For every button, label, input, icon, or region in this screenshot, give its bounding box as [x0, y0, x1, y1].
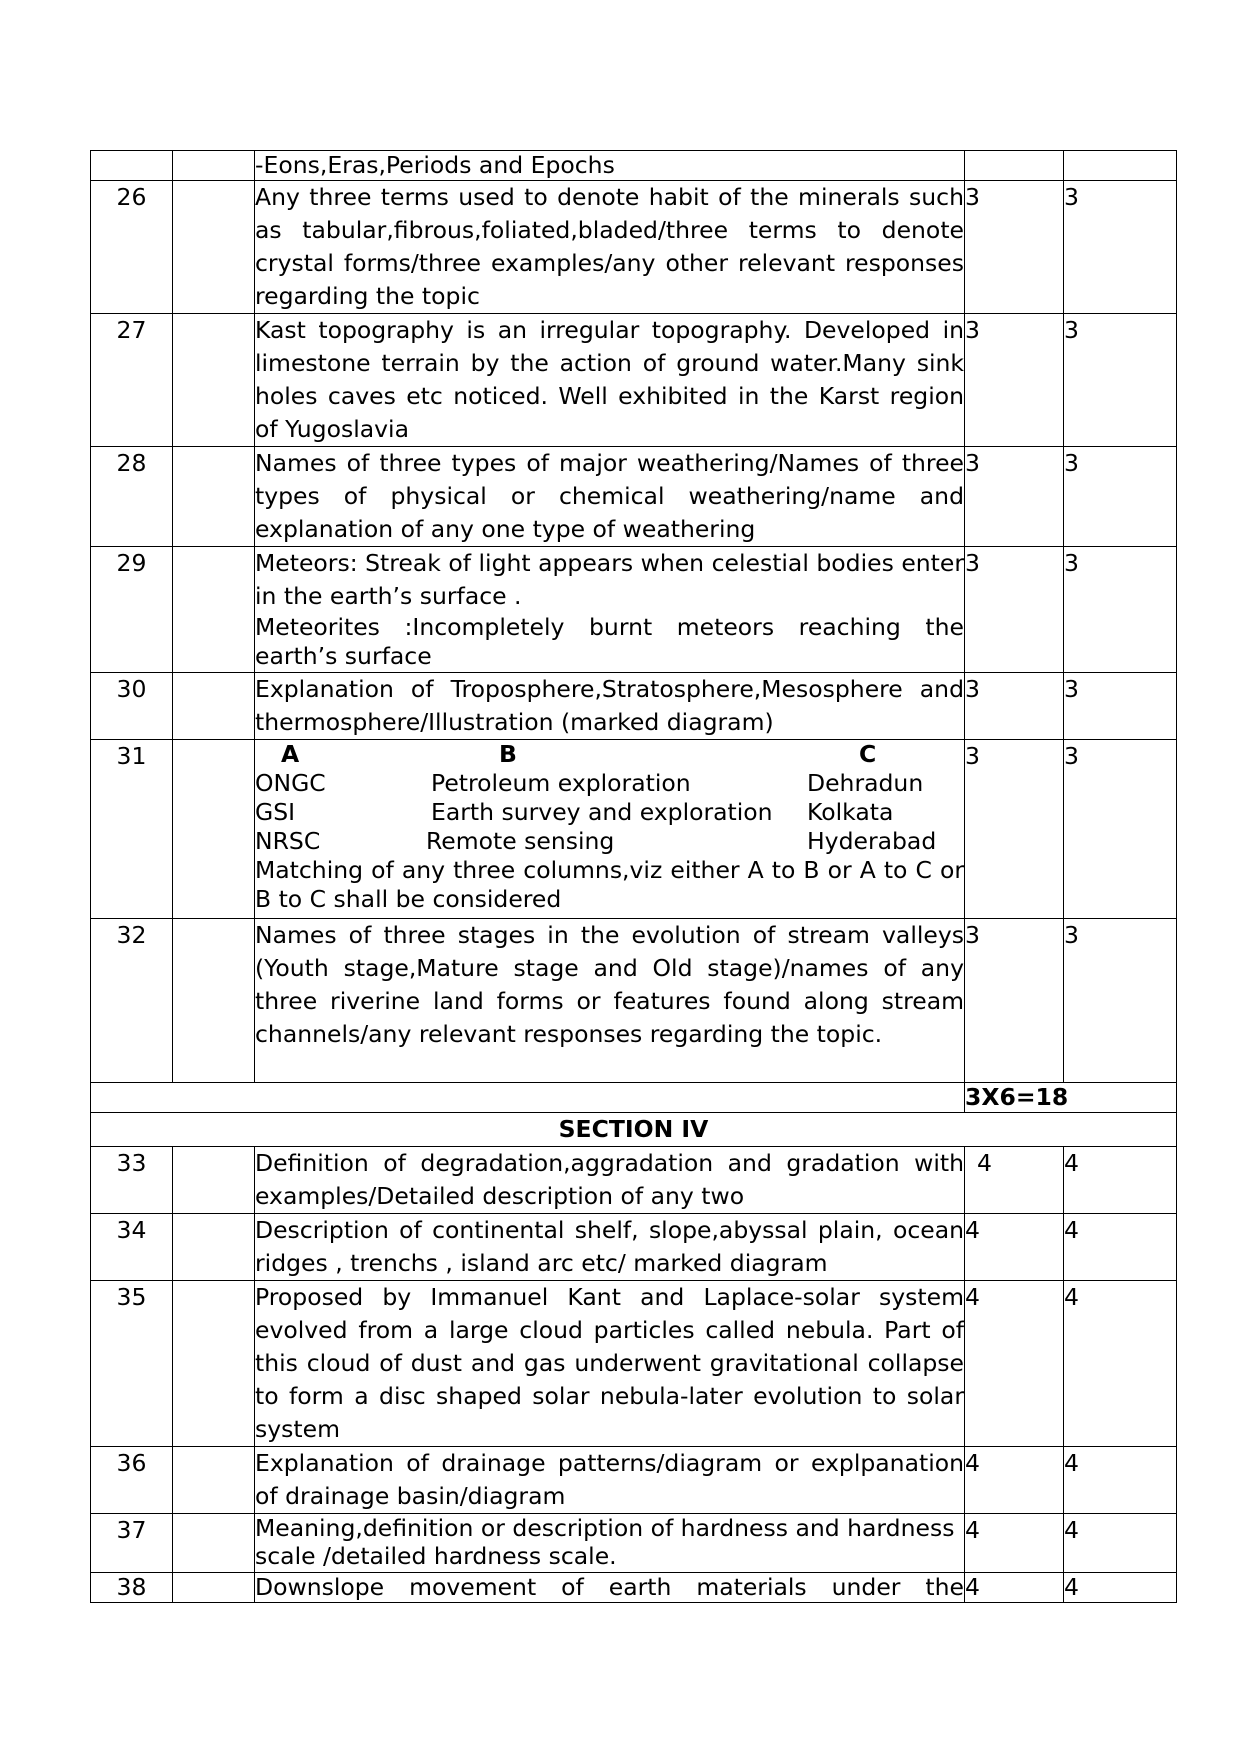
total-marks-cell: 3 — [1064, 547, 1177, 673]
matching-note: Matching of any three columns,viz either A to B or A to C or B to C shall be considered — [255, 856, 964, 913]
question-number: 27 — [91, 314, 173, 447]
organisation-function: Earth survey and exploration — [431, 798, 773, 826]
answer-text: -Eons,Eras,Periods and Epochs — [255, 151, 965, 181]
question-number: 35 — [91, 1281, 173, 1447]
question-number: 34 — [91, 1214, 173, 1281]
blank-cell — [173, 673, 255, 740]
marks-cell: 4 — [965, 1281, 1064, 1447]
section-heading: SECTION IV — [91, 1113, 1177, 1147]
blank-cell — [173, 547, 255, 673]
section-total: 3X6=18 — [965, 1083, 1177, 1113]
total-marks-cell: 3 — [1064, 740, 1177, 919]
table-row — [91, 1147, 1177, 1214]
organisation-location: Kolkata — [807, 798, 894, 826]
question-number: 29 — [91, 547, 173, 673]
table-row — [91, 447, 1177, 547]
answer-text: Definition of degradation,aggradation and gradation with examples/Detailed description of any two — [255, 1147, 965, 1214]
marks-cell: 3 — [965, 314, 1064, 447]
blank-cell — [173, 919, 255, 1083]
blank-cell — [173, 1281, 255, 1447]
answer-text: Kast topography is an irregular topography. Developed in limestone terrain by the action of ground water.Many sink holes caves etc noticed. Well exhibited in the Karst region of Yugoslavia — [255, 314, 965, 447]
total-marks-cell: 3 — [1064, 447, 1177, 547]
organisation-function: Petroleum exploration — [431, 769, 691, 797]
total-marks-cell: 3 — [1064, 314, 1177, 447]
answer-text: Explanation of drainage patterns/diagram or explpanation of drainage basin/diagram — [255, 1447, 965, 1514]
answer-text: Any three terms used to denote habit of the minerals such as tabular,fibrous,foliated,bladed/three terms to denote crystal forms/three examples/any other relevant responses regarding the topic — [255, 181, 965, 314]
total-marks-cell: 4 — [1064, 1447, 1177, 1514]
marks-cell: 3 — [965, 673, 1064, 740]
section-heading-row — [91, 1113, 1177, 1147]
marks-cell: 4 — [965, 1573, 1064, 1603]
marks-cell: 4 — [965, 1147, 1064, 1214]
table-row — [91, 1214, 1177, 1281]
answer-text: Description of continental shelf, slope,abyssal plain, ocean ridges , trenchs , island arc etc/ marked diagram — [255, 1214, 965, 1281]
blank-cell — [173, 1447, 255, 1514]
table-row — [91, 181, 1177, 314]
question-number: 30 — [91, 673, 173, 740]
answer-text: Names of three stages in the evolution of stream valleys (Youth stage,Mature stage and Old stage)/names of any three riverine land forms or features found along stream channels/any relevant responses regarding the topic. — [255, 919, 965, 1083]
blank-cell — [173, 151, 255, 181]
total-marks-cell: 4 — [1064, 1147, 1177, 1214]
table-row — [91, 1447, 1177, 1514]
column-c-header: C — [859, 740, 877, 768]
blank-cell — [91, 1083, 965, 1113]
column-a-header: A — [281, 740, 300, 768]
marks-cell: 4 — [965, 1447, 1064, 1514]
marks-cell: 4 — [965, 1514, 1064, 1573]
column-b-header: B — [499, 740, 517, 768]
marks-cell — [965, 151, 1064, 181]
answer-text: Downslope movement of earth materials under the — [255, 1573, 964, 1601]
meteors-definition: Meteors: Streak of light appears when celestial bodies enter in the earth’s surface . — [255, 549, 964, 610]
blank-cell — [173, 1147, 255, 1214]
matching-grid — [255, 740, 964, 856]
table-row — [91, 151, 1177, 181]
question-number: 38 — [91, 1573, 173, 1603]
table-row — [91, 1573, 1177, 1603]
marking-scheme-table — [90, 150, 1177, 1603]
blank-cell — [173, 1514, 255, 1573]
answer-text: Meaning,definition or description of hardness and hardness scale /detailed hardness scale. — [255, 1514, 965, 1573]
answer-text — [255, 547, 965, 673]
marks-cell: 3 — [965, 181, 1064, 314]
organisation-name: GSI — [255, 798, 296, 826]
blank-cell — [173, 740, 255, 919]
marks-cell: 3 — [965, 547, 1064, 673]
marks-cell: 4 — [965, 1214, 1064, 1281]
table-row — [91, 740, 1177, 919]
total-marks-cell: 4 — [1064, 1573, 1177, 1603]
blank-cell — [173, 447, 255, 547]
marks-cell: 3 — [965, 447, 1064, 547]
marks-cell: 3 — [965, 740, 1064, 919]
total-marks-cell: 3 — [1064, 673, 1177, 740]
table-row — [91, 314, 1177, 447]
matching-answer — [255, 740, 965, 919]
answer-text: Explanation of Troposphere,Stratosphere,Mesosphere and thermosphere/Illustration (marked diagram) — [255, 673, 965, 740]
blank-cell — [173, 1573, 255, 1603]
organisation-name: ONGC — [255, 769, 326, 797]
table-row — [91, 673, 1177, 740]
organisation-name: NRSC — [255, 827, 321, 855]
total-marks-cell — [1064, 151, 1177, 181]
blank-cell — [173, 314, 255, 447]
organisation-function: Remote sensing — [426, 827, 615, 855]
marks-cell: 3 — [965, 919, 1064, 1083]
total-marks-cell: 3 — [1064, 181, 1177, 314]
total-marks-cell: 4 — [1064, 1514, 1177, 1573]
organisation-location: Dehradun — [807, 769, 924, 797]
organisation-location: Hyderabad — [807, 827, 937, 855]
blank-cell — [173, 1214, 255, 1281]
question-number: 31 — [91, 740, 173, 919]
table-row — [91, 1514, 1177, 1573]
meteorites-definition: Meteorites :Incompletely burnt meteors reaching the earth’s surface — [255, 613, 964, 670]
blank-cell — [173, 181, 255, 314]
table-row — [91, 1281, 1177, 1447]
section-total-row — [91, 1083, 1177, 1113]
total-marks-cell: 4 — [1064, 1281, 1177, 1447]
answer-text: Names of three types of major weathering/Names of three types of physical or chemical weathering/name and explanation of any one type of weathering — [255, 447, 965, 547]
total-marks-cell: 4 — [1064, 1214, 1177, 1281]
table-row — [91, 547, 1177, 673]
question-number: 32 — [91, 919, 173, 1083]
question-number — [91, 151, 173, 181]
question-number: 36 — [91, 1447, 173, 1514]
question-number: 33 — [91, 1147, 173, 1214]
question-number: 26 — [91, 181, 173, 314]
total-marks-cell: 3 — [1064, 919, 1177, 1083]
answer-text: Proposed by Immanuel Kant and Laplace-solar system evolved from a large cloud particles called nebula. Part of this cloud of dust and gas underwent gravitational collapse to form a disc shaped solar nebula-later evolution to solar system — [255, 1281, 965, 1447]
question-number: 37 — [91, 1514, 173, 1573]
question-number: 28 — [91, 447, 173, 547]
table-row — [91, 919, 1177, 1083]
